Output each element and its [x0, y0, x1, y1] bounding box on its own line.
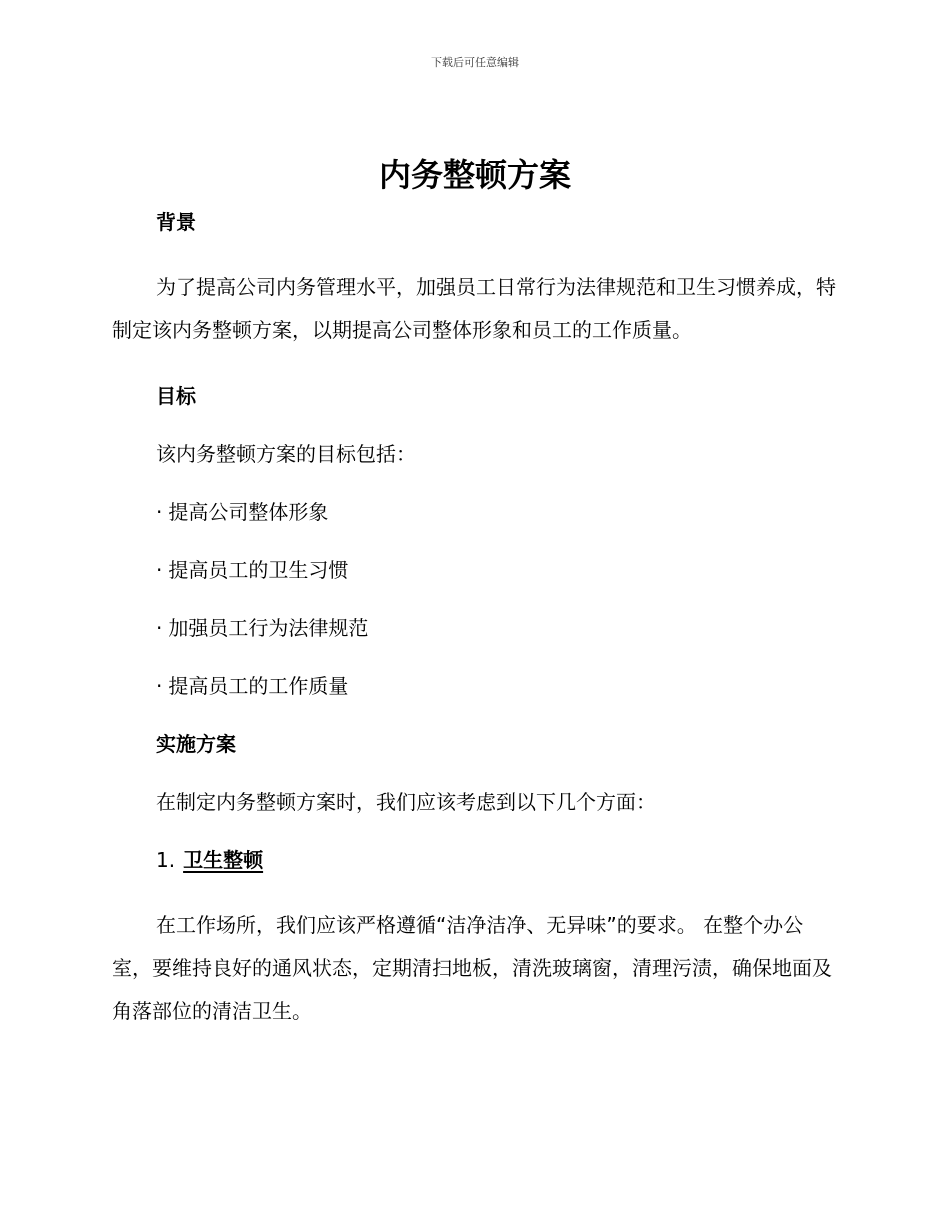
list-item-text: 提高员工的工作质量 — [168, 674, 349, 698]
list-item-text: 提高员工的卫生习惯 — [168, 558, 349, 582]
list-item — [156, 554, 838, 586]
section-heading-background: 背景 — [156, 210, 196, 234]
list-item — [156, 612, 838, 644]
goals-intro: 该内务整顿方案的目标包括： — [156, 442, 416, 466]
section-heading-goals: 目标 — [156, 384, 196, 408]
bullet-icon: · — [156, 616, 163, 640]
list-item-text: 加强员工行为法律规范 — [168, 616, 369, 640]
list-item — [156, 670, 838, 702]
subsection-heading-hygiene — [156, 844, 838, 876]
section-heading-implementation: 实施方案 — [156, 732, 236, 756]
bullet-icon: · — [156, 500, 163, 524]
bullet-icon: · — [156, 558, 163, 582]
header-note: 下载后可任意编辑 — [431, 56, 519, 69]
list-item — [156, 496, 838, 528]
background-paragraph: 为了提高公司内务管理水平，加强员工日常行为法律规范和卫生习惯养成，特制定该内务整顿方案，以期提高公司整体形象和员工的工作质量。 — [112, 275, 836, 342]
bullet-icon: · — [156, 674, 163, 698]
list-item-text: 提高公司整体形象 — [168, 500, 329, 524]
document-body — [112, 206, 838, 1033]
implementation-intro: 在制定内务整顿方案时，我们应该考虑到以下几个方面： — [156, 790, 656, 814]
subsection-number: 1. — [156, 848, 176, 872]
subsection-title: 卫生整顿 — [183, 848, 264, 872]
document-title: 内务整顿方案 — [378, 156, 571, 194]
hygiene-paragraph: 在工作场所，我们应该严格遵循“洁净洁净、无异味”的要求。 在整个办公室，要维持良好的通风状态，定期清扫地板，清洗玻璃窗，清理污渍，确保地面及角落部位的清洁卫生。 — [112, 913, 832, 1023]
